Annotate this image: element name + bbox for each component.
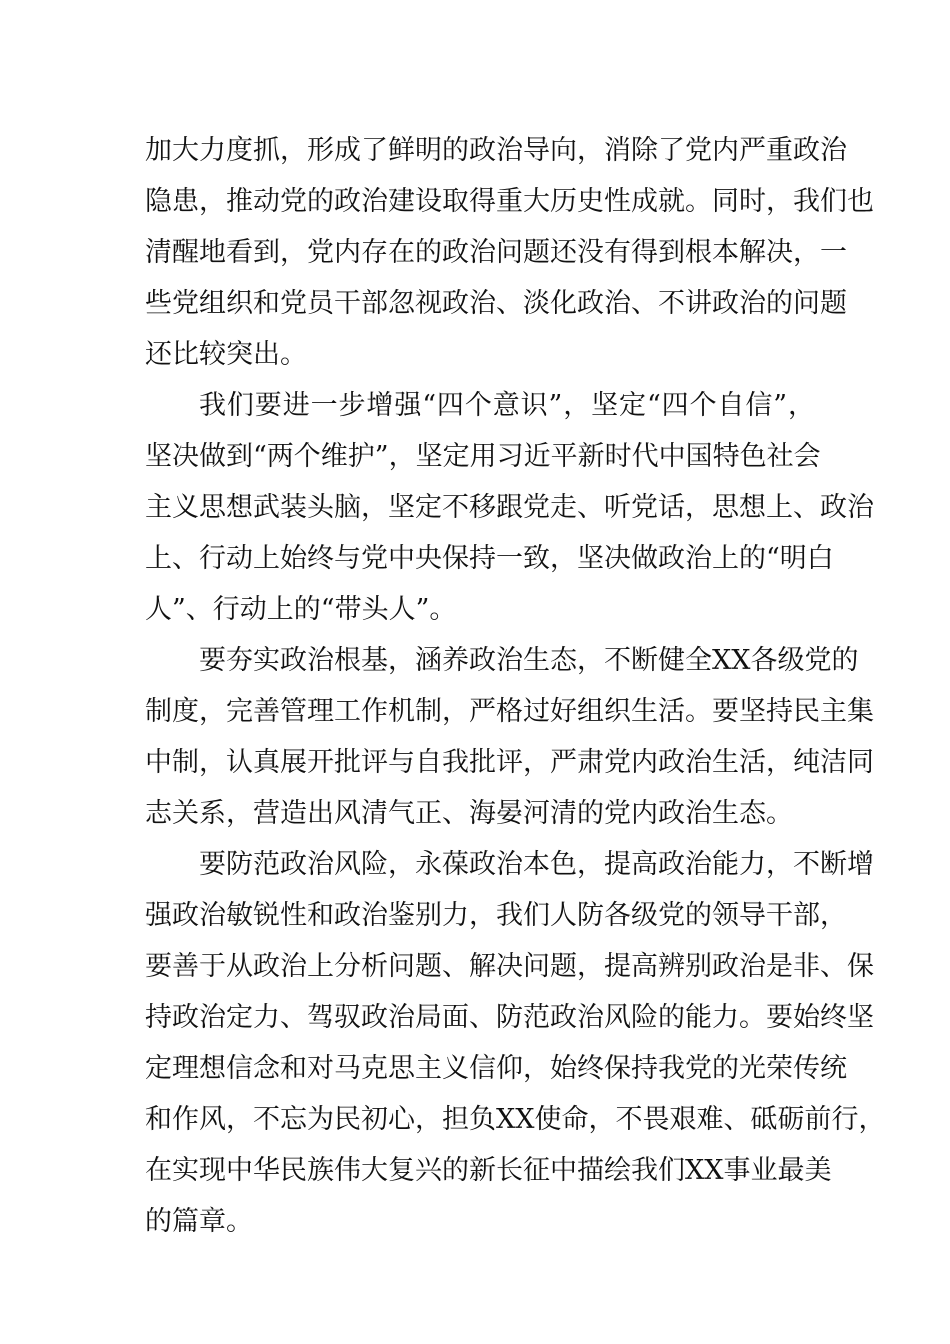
paragraph-4 [145,839,886,1247]
text-line: 些党组织和党员干部忽视政治、淡化政治、不讲政治的问题 [145,288,847,319]
text-line: 在实现中华民族伟大复兴的新长征中描绘我们XX事业最美 [145,1155,832,1186]
text-line: 强政治敏锐性和政治鉴别力，我们人防各级党的领导干部， [145,900,847,931]
text-line: 要防范政治风险，永葆政治本色，提高政治能力，不断增 [199,849,874,880]
text-line: 定理想信念和对马克思主义信仰，始终保持我党的光荣传统 [145,1053,847,1084]
text-line: 制度，完善管理工作机制，严格过好组织生活。要坚持民主集 [145,696,874,727]
paragraph-2 [145,380,874,635]
paragraph-1 [145,125,874,380]
body-text [145,125,886,1247]
text-line: 中制，认真展开批评与自我批评，严肃党内政治生活，纯洁同 [145,747,874,778]
text-line: 清醒地看到，党内存在的政治问题还没有得到根本解决，一 [145,237,847,268]
text-line: 我们要进一步增强“四个意识”，坚定“四个自信”， [199,390,815,421]
text-line: 上、行动上始终与党中央保持一致，坚决做政治上的“明白 [145,543,834,574]
paragraph-3 [145,635,874,839]
text-line: 要夯实政治根基，涵养政治生态，不断健全XX各级党的 [199,645,859,676]
text-line: 持政治定力、驾驭政治局面、防范政治风险的能力。要始终坚 [145,1002,874,1033]
text-line: 主义思想武装头脑，坚定不移跟党走、听党话，思想上、政治 [145,492,874,523]
text-line: 和作风，不忘为民初心，担负XX使命，不畏艰难、砥砺前行， [145,1104,886,1135]
text-line: 要善于从政治上分析问题、解决问题，提高辨别政治是非、保 [145,951,874,982]
text-line: 还比较突出。 [145,339,307,370]
text-line: 隐患，推动党的政治建设取得重大历史性成就。同时，我们也 [145,186,874,217]
text-line: 坚决做到“两个维护”，坚定用习近平新时代中国特色社会 [145,441,821,472]
text-line: 人”、行动上的“带头人”。 [145,594,457,625]
text-line: 的篇章。 [145,1206,253,1237]
text-line: 加大力度抓，形成了鲜明的政治导向，消除了党内严重政治 [145,135,847,166]
text-line: 志关系，营造出风清气正、海晏河清的党内政治生态。 [145,798,793,829]
